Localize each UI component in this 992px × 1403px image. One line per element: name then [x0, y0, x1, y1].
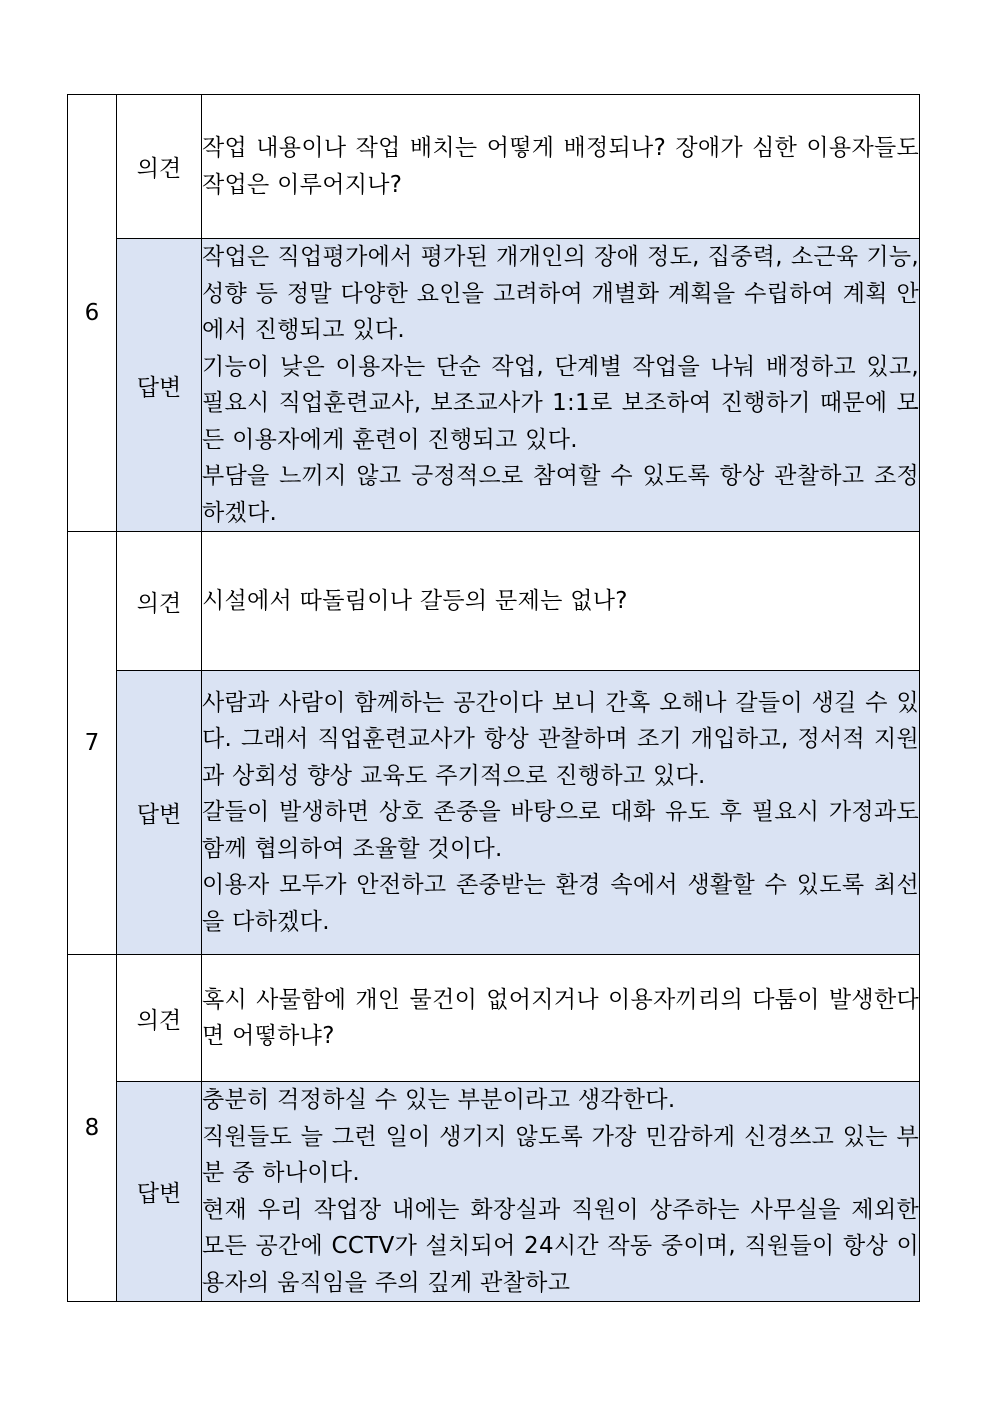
- answer-paragraph: 작업은 직업평가에서 평가된 개개인의 장애 정도, 집중력, 소근육 기능, 성향 등 정말 다양한 요인을 고려하여 개별화 계획을 수립하여 계획 안에서 진행되고 있다.: [202, 244, 919, 343]
- opinion-text: 혹시 사물함에 개인 물건이 없어지거나 이용자끼리의 다툼이 발생한다면 어떻하냐?: [202, 955, 920, 1082]
- answer-label: 답변: [117, 239, 202, 532]
- answer-paragraph: 갈들이 발생하면 상호 존중을 바탕으로 대화 유도 후 필요시 가정과도 함께 협의하여 조율할 것이다.: [202, 799, 919, 862]
- answer-label: 답변: [117, 671, 202, 955]
- table-row: [68, 955, 920, 1082]
- table-row: [68, 671, 920, 955]
- opinion-text: 시설에서 따돌림이나 갈등의 문제는 없나?: [202, 532, 920, 671]
- answer-text: [202, 671, 920, 955]
- row-number: 7: [68, 532, 117, 955]
- opinion-label: 의견: [117, 955, 202, 1082]
- answer-paragraph: 직원들도 늘 그런 일이 생기지 않도록 가장 민감하게 신경쓰고 있는 부분 중 하나이다.: [202, 1123, 919, 1186]
- table-row: [68, 532, 920, 671]
- opinion-label: 의견: [117, 95, 202, 239]
- answer-paragraph: 현재 우리 작업장 내에는 화장실과 직원이 상주하는 사무실을 제외한 모든 공간에 CCTV가 설치되어 24시간 작동 중이며, 직원들이 항상 이용자의 움직임을 주의 깊게 관찰하고: [202, 1196, 919, 1296]
- opinion-label: 의견: [117, 532, 202, 671]
- table-row: [68, 95, 920, 239]
- answer-text: [202, 239, 920, 532]
- answer-paragraph: 사람과 사람이 함께하는 공간이다 보니 간혹 오해나 갈들이 생길 수 있다. 그래서 직업훈련교사가 항상 관찰하며 조기 개입하고, 정서적 지원과 상회성 향상 교육도 주기적으로 진행하고 있다.: [202, 689, 919, 789]
- table-row: [68, 239, 920, 532]
- answer-paragraph: 충분히 걱정하실 수 있는 부분이라고 생각한다.: [202, 1087, 676, 1113]
- qa-table: [67, 94, 920, 1302]
- answer-text: [202, 1082, 920, 1302]
- table-row: [68, 1082, 920, 1302]
- row-number: 6: [68, 95, 117, 532]
- row-number: 8: [68, 955, 117, 1302]
- answer-label: 답변: [117, 1082, 202, 1302]
- answer-paragraph: 부담을 느끼지 않고 긍정적으로 참여할 수 있도록 항상 관찰하고 조정하겠다.: [202, 463, 919, 526]
- opinion-text: 작업 내용이나 작업 배치는 어떻게 배정되나? 장애가 심한 이용자들도 작업은 이루어지나?: [202, 95, 920, 239]
- answer-paragraph: 이용자 모두가 안전하고 존중받는 환경 속에서 생활할 수 있도록 최선을 다하겠다.: [202, 872, 919, 935]
- answer-paragraph: 기능이 낮은 이용자는 단순 작업, 단계별 작업을 나눠 배정하고 있고, 필요시 직업훈련교사, 보조교사가 1:1로 보조하여 진행하기 때문에 모든 이용자에게 훈련이 진행되고 있다.: [202, 353, 919, 453]
